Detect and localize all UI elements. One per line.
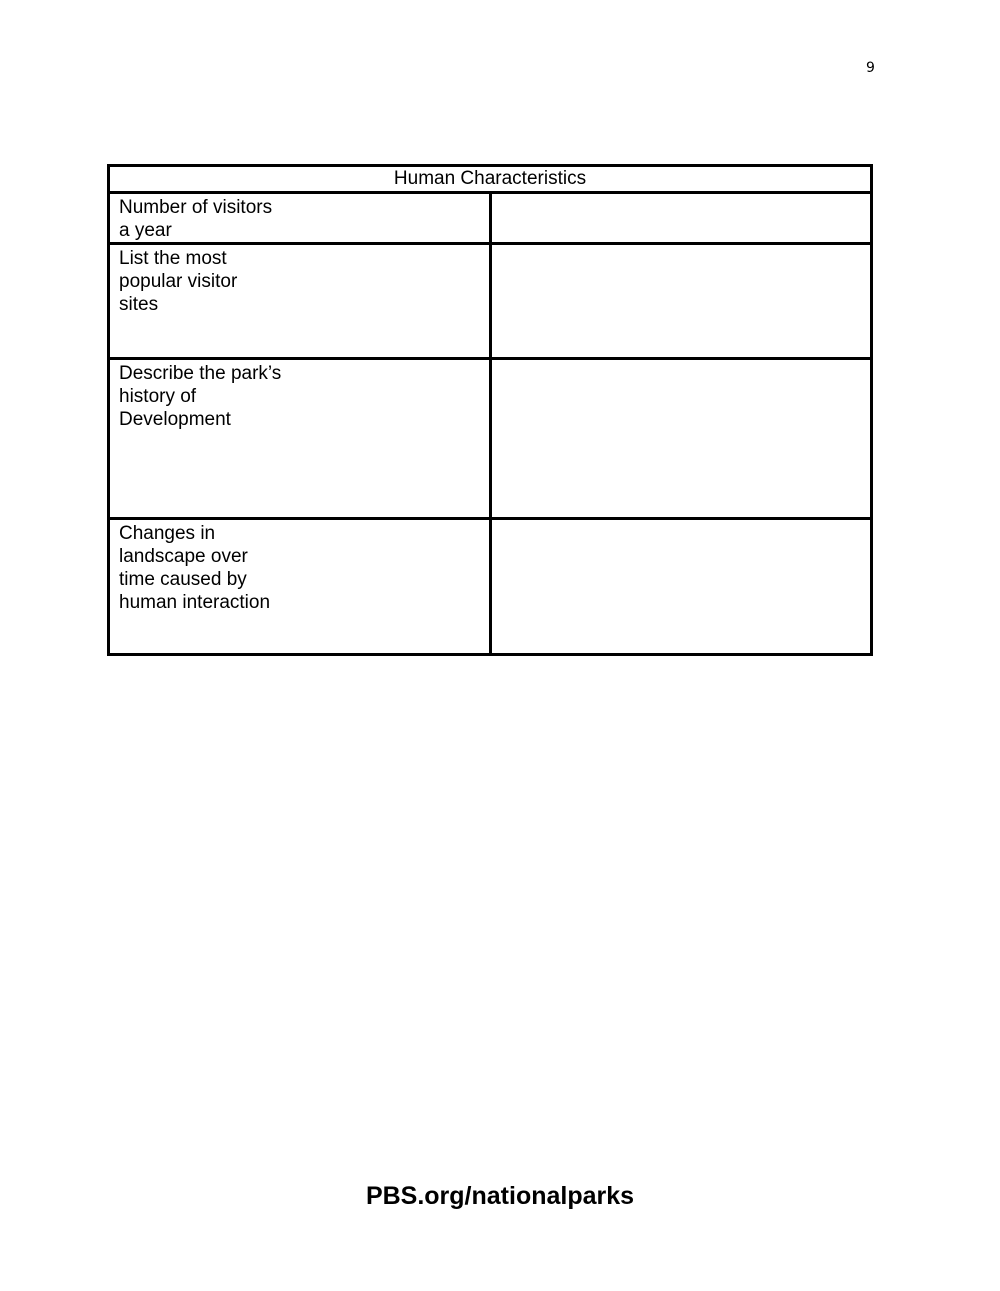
answer-cell-history[interactable] <box>490 359 872 519</box>
table-title-row <box>109 166 872 193</box>
table-row <box>109 193 872 244</box>
answer-cell-landscape-changes[interactable] <box>490 519 872 655</box>
human-characteristics-table <box>107 164 873 656</box>
page-number: 9 <box>866 60 875 76</box>
table-row <box>109 244 872 359</box>
row-label-visitors: Number of visitors a year <box>109 193 491 244</box>
answer-cell-popular-sites[interactable] <box>490 244 872 359</box>
table-row <box>109 519 872 655</box>
row-label-landscape-changes: Changes in landscape over time caused by human interaction <box>109 519 491 655</box>
answer-cell-visitors[interactable] <box>490 193 872 244</box>
footer-source: PBS.org/nationalparks <box>365 1182 635 1210</box>
row-label-popular-sites: List the most popular visitor sites <box>109 244 491 359</box>
table-title: Human Characteristics <box>109 166 872 193</box>
row-label-history: Describe the park’s history of Development <box>109 359 491 519</box>
table-row <box>109 359 872 519</box>
